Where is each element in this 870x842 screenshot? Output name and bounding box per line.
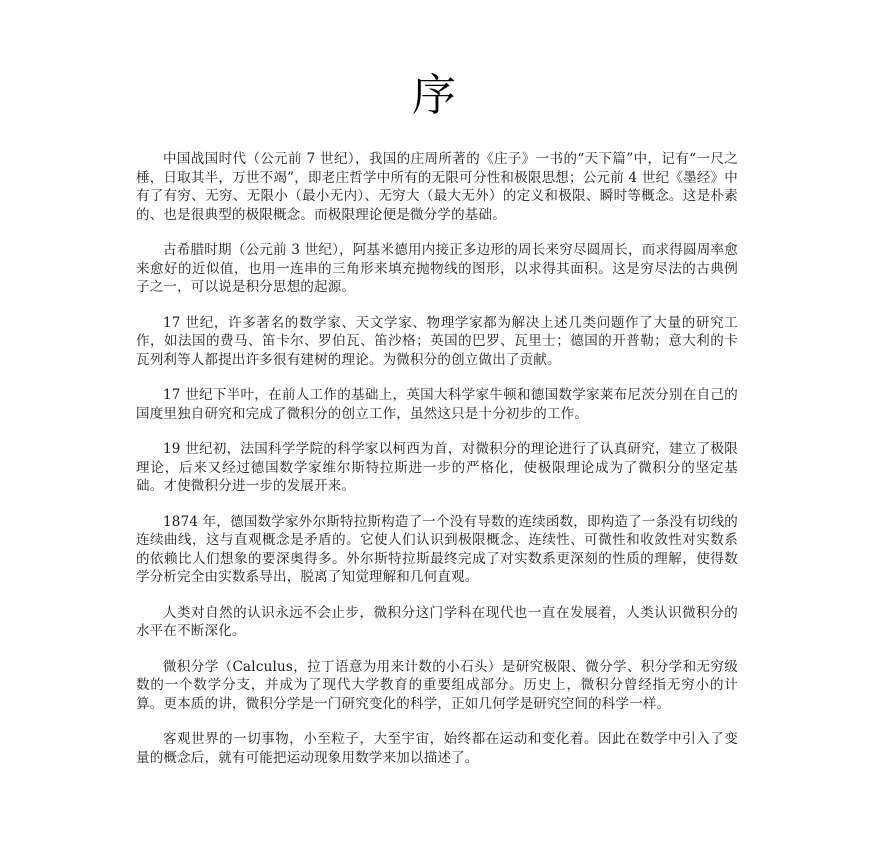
paragraph-7: 人类对自然的认识永远不会止步，微积分这门学科在现代也一直在发展着，人类认识微积分的水平在不断深化。: [136, 604, 738, 639]
paragraph-3: 17 世纪，许多著名的数学家、天文学家、物理学家都为解决上述几类问题作了大量的研究工作，如法国的费马、笛卡尔、罗伯瓦、笛沙格；英国的巴罗、瓦里士；德国的开普勒；意大利的卡瓦列利等人都提出许多很有建树的理论。为微积分的创立做出了贡献。: [136, 314, 738, 368]
body-text: [136, 150, 738, 767]
page-title: 序: [412, 70, 458, 121]
paragraph-5: 19 世纪初，法国科学学院的科学家以柯西为首，对微积分的理论进行了认真研究，建立了极限理论，后来又经过德国数学家维尔斯特拉斯进一步的严格化，使极限理论成为了微积分的坚定基础。才使微积分进一步的发展开来。: [136, 441, 738, 494]
paragraph-9: 客观世界的一切事物，小至粒子，大至宇宙，始终都在运动和变化着。因此在数学中引入了变量的概念后，就有可能把运动现象用数学来加以描述了。: [136, 731, 738, 766]
paragraph-1: 中国战国时代（公元前 7 世纪），我国的庄周所著的《庄子》一书的“天下篇”中，记有“一尺之棰，日取其半，万世不竭”，即老庄哲学中所有的无限可分性和极限思想；公元前 4 世纪《墨经》中有了有穷、无穷、无限小（最小无内）、无穷大（最大无外）的定义和极限、瞬时等概念。这是朴素的、也是很典型的极限概念。而极限理论便是微分学的基础。: [136, 151, 738, 223]
paragraph-8: 微积分学（Calculus，拉丁语意为用来计数的小石头）是研究极限、微分学、积分学和无穷级数的一个数学分支，并成为了现代大学教育的重要组成部分。历史上，微积分曾经指无穷小的计算。更本质的讲，微积分学是一门研究变化的科学，正如几何学是研究空间的科学一样。: [136, 658, 738, 712]
paragraph-6: 1874 年，德国数学家外尔斯特拉斯构造了一个没有导数的连续函数，即构造了一条没有切线的连续曲线，这与直观概念是矛盾的。它使人们认识到极限概念、连续性、可微性和收敛性对实数系的依赖比人们想象的要深奥得多。外尔斯特拉斯最终完成了对实数系更深刻的性质的理解，使得数学分析完全由实数系导出，脱离了知觉理解和几何直观。: [136, 513, 738, 585]
paragraph-4: 17 世纪下半叶，在前人工作的基础上，英国大科学家牛顿和德国数学家莱布尼茨分别在自己的国度里独自研究和完成了微积分的创立工作，虽然这只是十分初步的工作。: [136, 387, 738, 422]
paragraph-2: 古希腊时期（公元前 3 世纪），阿基米德用内接正多边形的周长来穷尽圆周长，而求得圆周率愈来愈好的近似值，也用一连串的三角形来填充抛物线的图形，以求得其面积。这是穷尽法的古典例子之一，可以说是积分思想的起源。: [136, 242, 738, 295]
